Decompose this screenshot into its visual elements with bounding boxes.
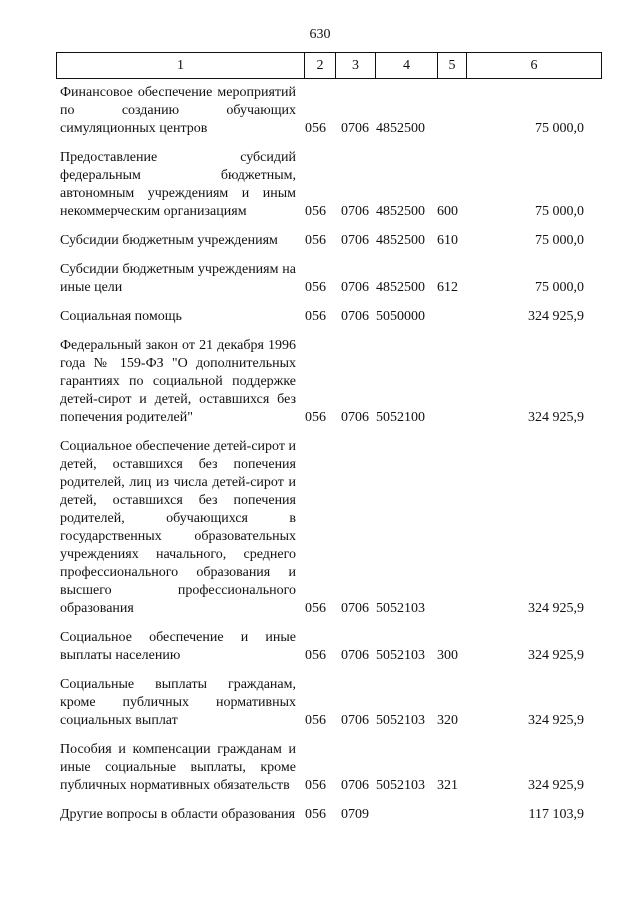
- row-target-code: 5052103: [376, 778, 425, 793]
- column-header-2: 2: [305, 53, 336, 78]
- table-body: [56, 84, 602, 835]
- row-section-code: 0706: [341, 309, 369, 324]
- row-amount: 324 925,9: [528, 601, 584, 616]
- row-name: Другие вопросы в области образования: [60, 807, 296, 822]
- row-name: Социальное обеспечение и иные выплаты населению: [60, 630, 296, 663]
- page-number: 630: [309, 27, 331, 42]
- row-amount: 75 000,0: [535, 280, 584, 295]
- row-name: Пособия и компенсации гражданам и иные социальные выплаты, кроме публичных нормативных обязательств: [60, 742, 296, 793]
- row-expense-type: 600: [437, 204, 458, 219]
- row-amount: 324 925,9: [528, 648, 584, 663]
- table-row: [56, 629, 602, 665]
- table-row: [56, 676, 602, 730]
- row-ministry-code: 056: [305, 601, 326, 616]
- row-amount: 324 925,9: [528, 410, 584, 425]
- table-row: [56, 149, 602, 221]
- table-row: [56, 741, 602, 795]
- row-section-code: 0706: [341, 280, 369, 295]
- row-ministry-code: 056: [305, 233, 326, 248]
- row-target-code: 5052100: [376, 410, 425, 425]
- row-name: Социальная помощь: [60, 309, 182, 324]
- row-section-code: 0706: [341, 204, 369, 219]
- column-header-5: 5: [438, 53, 467, 78]
- table-row: [56, 806, 602, 824]
- row-section-code: 0706: [341, 713, 369, 728]
- table-row: [56, 261, 602, 297]
- row-name: Финансовое обеспечение мероприятий по созданию обучающих симуляционных центров: [60, 85, 296, 136]
- row-expense-type: 321: [437, 778, 458, 793]
- row-amount: 117 103,9: [528, 807, 584, 822]
- table-row: [56, 308, 602, 326]
- column-header-4: 4: [376, 53, 438, 78]
- row-section-code: 0706: [341, 233, 369, 248]
- table-row: [56, 438, 602, 618]
- row-target-code: 5052103: [376, 601, 425, 616]
- row-section-code: 0706: [341, 778, 369, 793]
- row-section-code: 0706: [341, 121, 369, 136]
- table-row: [56, 337, 602, 427]
- row-amount: 324 925,9: [528, 778, 584, 793]
- row-section-code: 0706: [341, 648, 369, 663]
- row-expense-type: 320: [437, 713, 458, 728]
- row-expense-type: 612: [437, 280, 458, 295]
- table-row: [56, 84, 602, 138]
- row-amount: 324 925,9: [528, 309, 584, 324]
- row-amount: 75 000,0: [535, 204, 584, 219]
- row-target-code: 5052103: [376, 648, 425, 663]
- row-target-code: 5050000: [376, 309, 425, 324]
- row-amount: 75 000,0: [535, 233, 584, 248]
- row-name: Социальные выплаты гражданам, кроме публичных нормативных социальных выплат: [60, 677, 296, 728]
- column-header-1: 1: [57, 53, 305, 78]
- row-section-code: 0706: [341, 410, 369, 425]
- row-name: Субсидии бюджетным учреждениям: [60, 233, 278, 248]
- row-ministry-code: 056: [305, 410, 326, 425]
- row-target-code: 5052103: [376, 713, 425, 728]
- row-ministry-code: 056: [305, 280, 326, 295]
- row-target-code: 4852500: [376, 233, 425, 248]
- column-header-6: 6: [530, 58, 538, 73]
- row-ministry-code: 056: [305, 778, 326, 793]
- row-name: Социальное обеспечение детей-сирот и детей, оставшихся без попечения родителей, лиц из числа детей-сирот и детей, оставшихся без попечения родителей, обучающихся в государственных образовательных учреждениях начального, среднего профессионального образования и высшего профессионального образования: [60, 439, 296, 616]
- row-ministry-code: 056: [305, 648, 326, 663]
- row-target-code: 4852500: [376, 204, 425, 219]
- row-name: Субсидии бюджетным учреждениям на иные цели: [60, 262, 296, 295]
- row-amount: 75 000,0: [535, 121, 584, 136]
- row-name: Предоставление субсидий федеральным бюджетным, автономным учреждениям и иным некоммерческим организациям: [60, 150, 296, 219]
- table-header: [56, 52, 602, 79]
- row-ministry-code: 056: [305, 807, 326, 822]
- table-row: [56, 232, 602, 250]
- row-ministry-code: 056: [305, 204, 326, 219]
- column-header-3: 3: [336, 53, 376, 78]
- row-amount: 324 925,9: [528, 713, 584, 728]
- row-ministry-code: 056: [305, 121, 326, 136]
- row-ministry-code: 056: [305, 309, 326, 324]
- row-target-code: 4852500: [376, 121, 425, 136]
- row-section-code: 0706: [341, 601, 369, 616]
- row-name: Федеральный закон от 21 декабря 1996 года № 159-ФЗ "О дополнительных гарантиях по социальной поддержке детей-сирот и детей, оставшихся без попечения родителей": [60, 338, 296, 425]
- row-expense-type: 610: [437, 233, 458, 248]
- row-ministry-code: 056: [305, 713, 326, 728]
- row-expense-type: 300: [437, 648, 458, 663]
- row-target-code: 4852500: [376, 280, 425, 295]
- row-section-code: 0709: [341, 807, 369, 822]
